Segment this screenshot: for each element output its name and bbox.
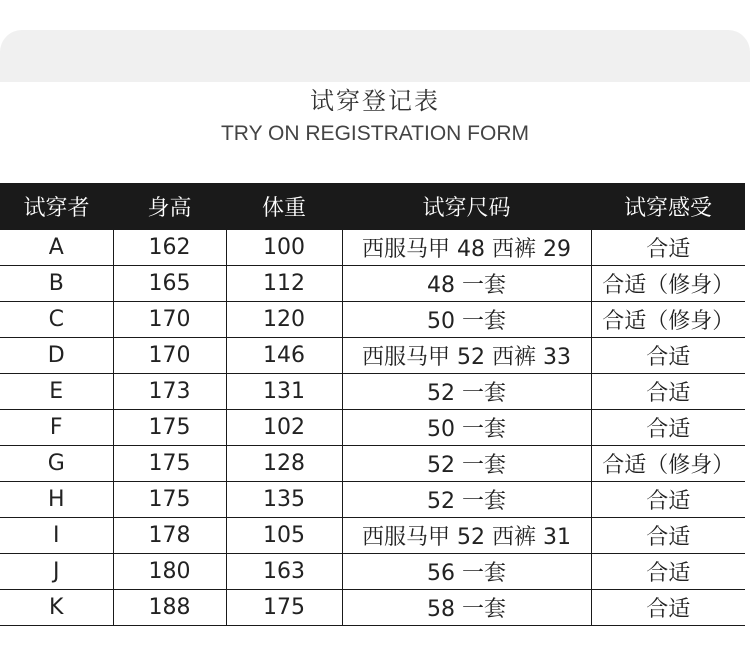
table-row — [0, 518, 745, 554]
cell-height: 173 — [113, 374, 226, 410]
table-row — [0, 266, 745, 302]
header-height: 身高 — [113, 183, 226, 230]
table-row — [0, 302, 745, 338]
cell-size: 西服马甲 52 西裤 31 — [342, 518, 591, 554]
form-subtitle: TRY ON REGISTRATION FORM — [220, 122, 530, 145]
cell-feeling: 合适 — [591, 410, 745, 446]
header-size: 试穿尺码 — [342, 183, 591, 230]
cell-height: 162 — [113, 230, 226, 266]
cell-feeling: 合适 — [591, 338, 745, 374]
cell-height: 178 — [113, 518, 226, 554]
header-weight: 体重 — [226, 183, 342, 230]
cell-size: 50 一套 — [342, 410, 591, 446]
cell-weight: 163 — [226, 554, 342, 590]
cell-feeling: 合适 — [591, 230, 745, 266]
cell-tester: E — [0, 374, 113, 410]
cell-tester: G — [0, 446, 113, 482]
cell-feeling: 合适 — [591, 518, 745, 554]
cell-tester: J — [0, 554, 113, 590]
cell-tester: A — [0, 230, 113, 266]
cell-tester: K — [0, 590, 113, 626]
cell-feeling: 合适（修身） — [591, 302, 745, 338]
table-row — [0, 374, 745, 410]
cell-size: 52 一套 — [342, 446, 591, 482]
cell-tester: D — [0, 338, 113, 374]
table-row — [0, 590, 745, 626]
table-row — [0, 446, 745, 482]
cell-size: 52 一套 — [342, 482, 591, 518]
cell-weight: 120 — [226, 302, 342, 338]
cell-weight: 128 — [226, 446, 342, 482]
header-tester: 试穿者 — [0, 183, 113, 230]
cell-size: 52 一套 — [342, 374, 591, 410]
cell-size: 56 一套 — [342, 554, 591, 590]
table-header-row — [0, 183, 745, 230]
cell-weight: 102 — [226, 410, 342, 446]
cell-size: 西服马甲 48 西裤 29 — [342, 230, 591, 266]
cell-size: 58 一套 — [342, 590, 591, 626]
cell-height: 188 — [113, 590, 226, 626]
table-row — [0, 338, 745, 374]
header-feeling: 试穿感受 — [591, 183, 745, 230]
table-row — [0, 482, 745, 518]
cell-weight: 131 — [226, 374, 342, 410]
table-row — [0, 230, 745, 266]
cell-feeling: 合适（修身） — [591, 266, 745, 302]
cell-weight: 146 — [226, 338, 342, 374]
cell-feeling: 合适 — [591, 590, 745, 626]
cell-size: 西服马甲 52 西裤 33 — [342, 338, 591, 374]
cell-size: 48 一套 — [342, 266, 591, 302]
cell-feeling: 合适 — [591, 374, 745, 410]
table-row — [0, 554, 745, 590]
cell-height: 175 — [113, 446, 226, 482]
cell-height: 180 — [113, 554, 226, 590]
cell-height: 170 — [113, 302, 226, 338]
cell-size: 50 一套 — [342, 302, 591, 338]
cell-height: 175 — [113, 482, 226, 518]
table-row — [0, 410, 745, 446]
cell-feeling: 合适 — [591, 554, 745, 590]
cell-weight: 135 — [226, 482, 342, 518]
cell-tester: B — [0, 266, 113, 302]
cell-height: 175 — [113, 410, 226, 446]
cell-tester: I — [0, 518, 113, 554]
cell-tester: C — [0, 302, 113, 338]
registration-table — [0, 183, 745, 626]
cell-tester: H — [0, 482, 113, 518]
top-banner — [0, 30, 750, 82]
cell-height: 165 — [113, 266, 226, 302]
cell-feeling: 合适 — [591, 482, 745, 518]
cell-tester: F — [0, 410, 113, 446]
form-title: 试穿登记表 — [310, 87, 440, 115]
cell-feeling: 合适（修身） — [591, 446, 745, 482]
cell-weight: 105 — [226, 518, 342, 554]
cell-weight: 112 — [226, 266, 342, 302]
cell-weight: 100 — [226, 230, 342, 266]
cell-height: 170 — [113, 338, 226, 374]
cell-weight: 175 — [226, 590, 342, 626]
